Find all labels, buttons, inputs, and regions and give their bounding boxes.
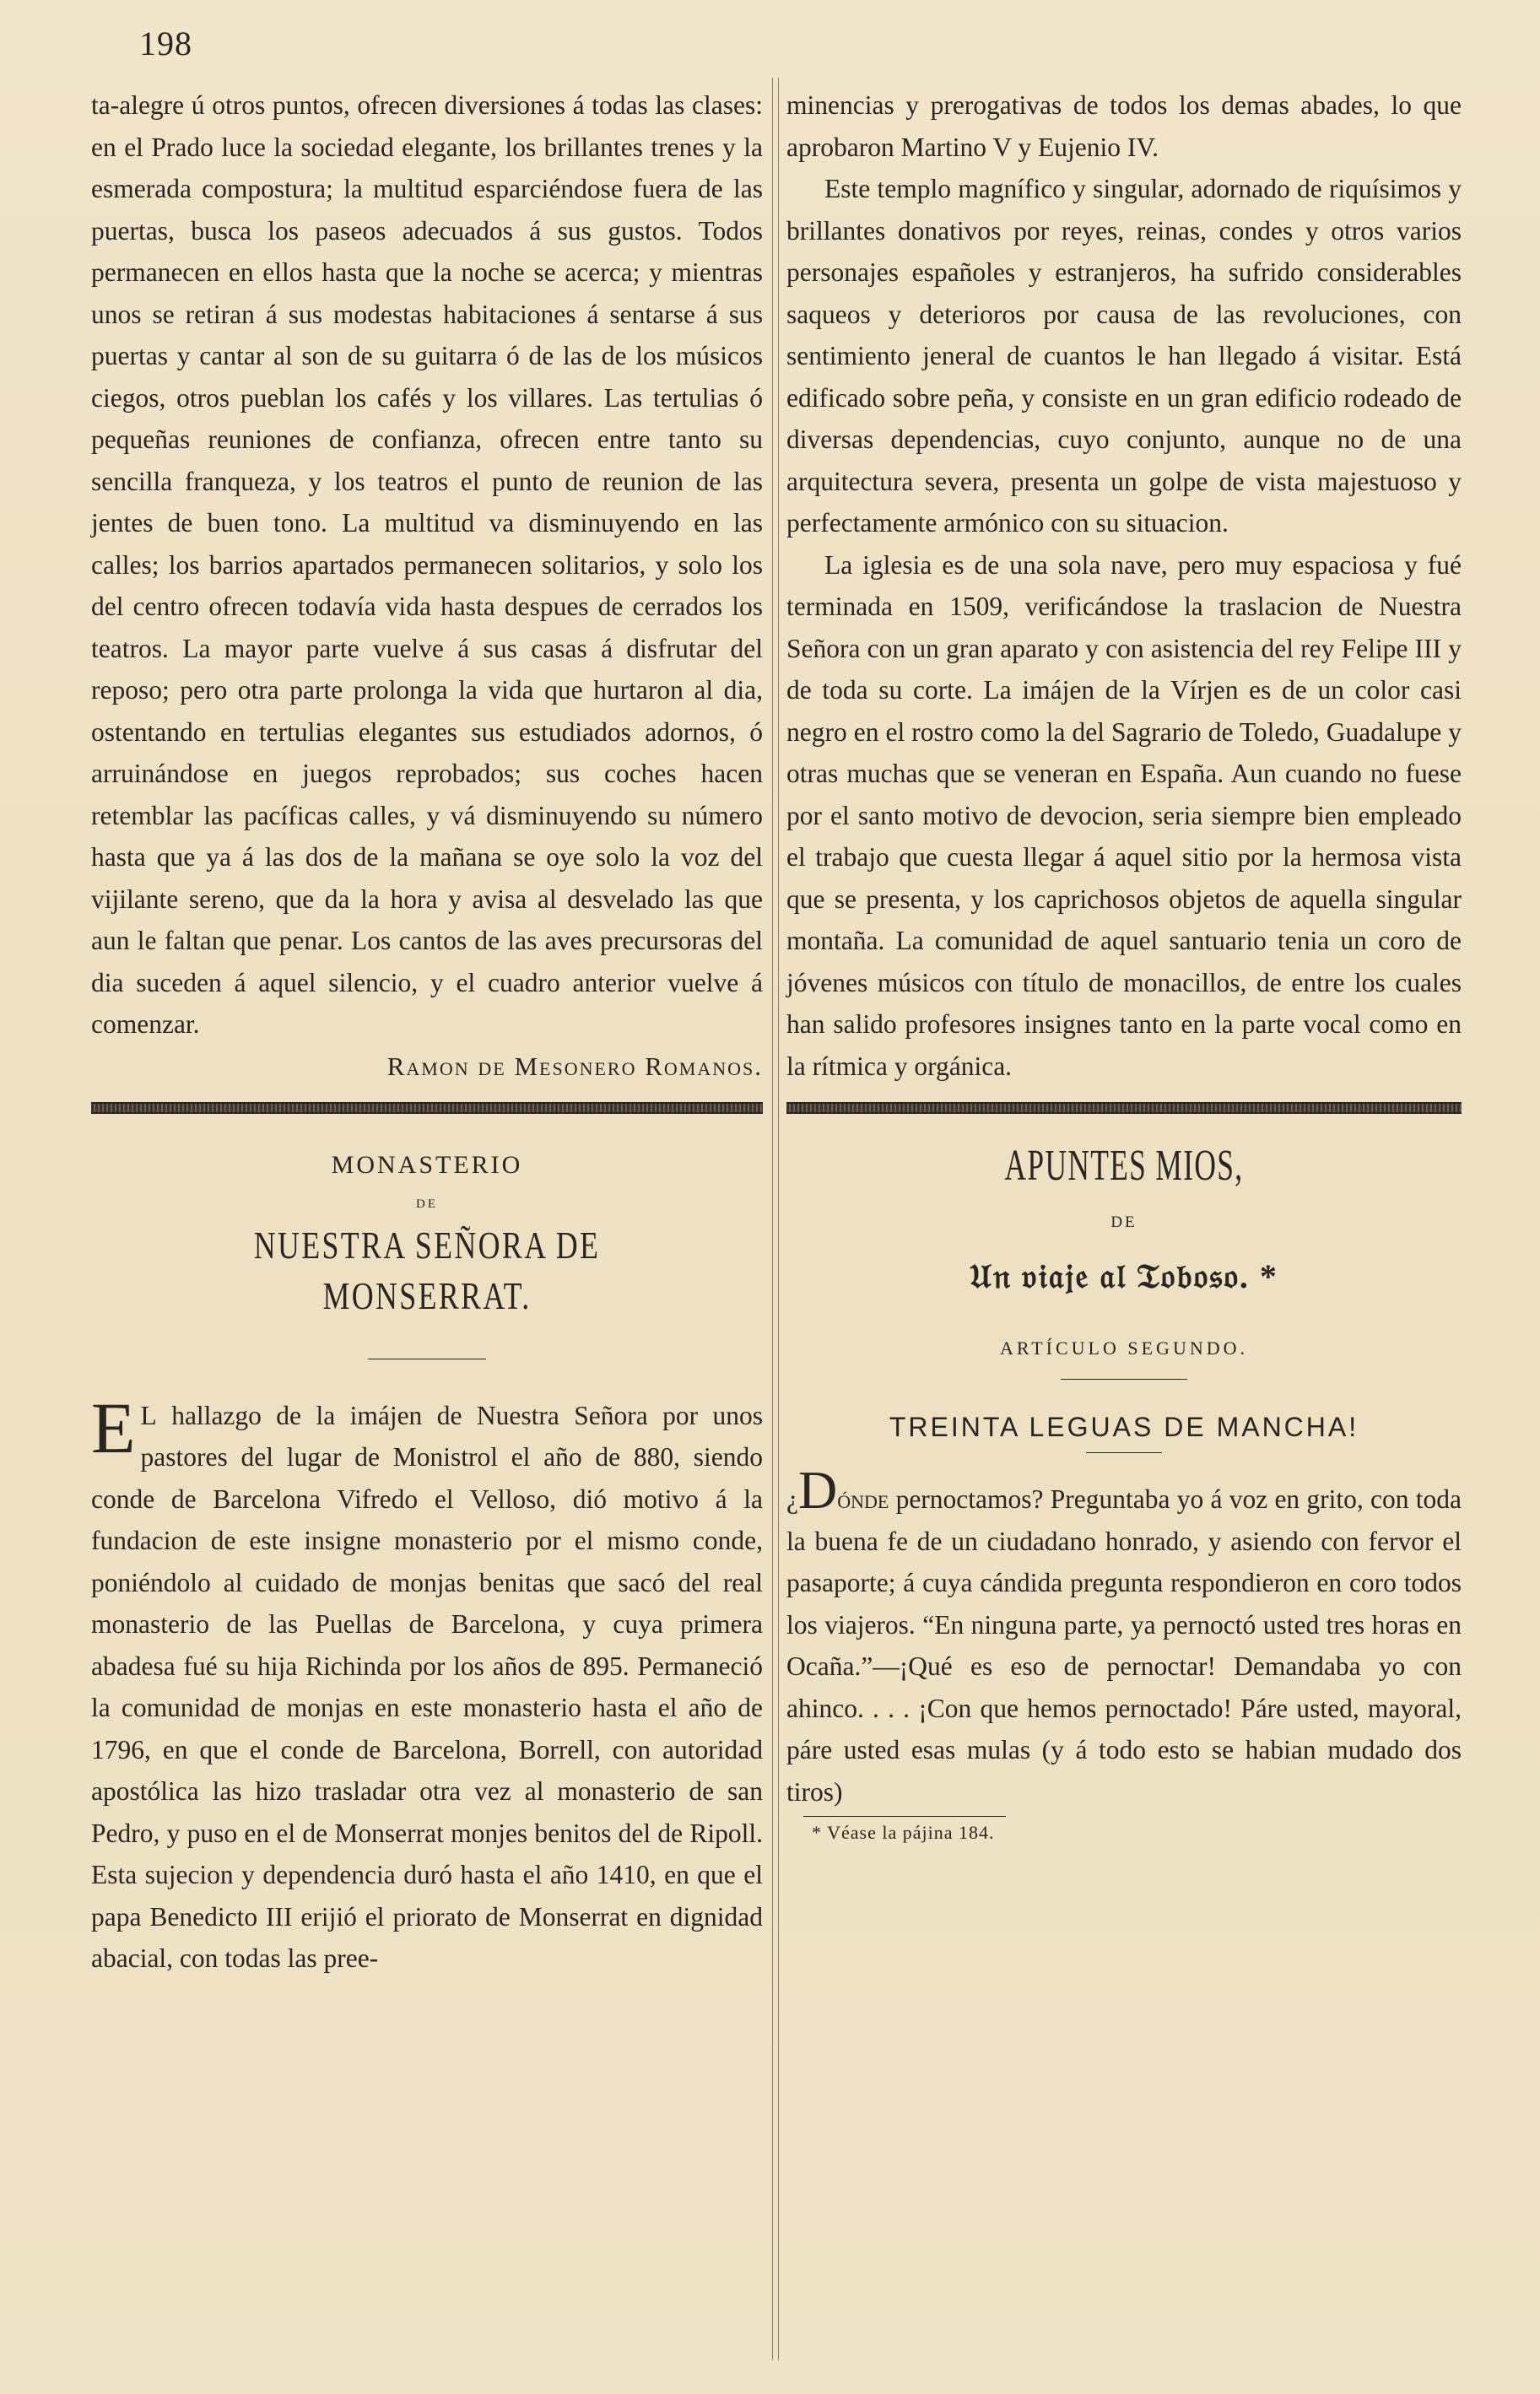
page-number: 198 [139, 24, 192, 62]
article-title-line-2: NUESTRA SEÑORA DE MONSERRAT. [253, 1223, 601, 1317]
article-number: ARTÍCULO SEGUNDO. [999, 1338, 1248, 1359]
section-divider [91, 1102, 763, 1114]
article-title-line-1: APUNTES MIOS, [1004, 1142, 1244, 1190]
subtitle-rule [1086, 1452, 1162, 1453]
right-column [786, 84, 1462, 1845]
article-subtitle: TREINTA LEGUAS DE MANCHA! [889, 1412, 1359, 1442]
article-title-de: DE [416, 1197, 438, 1211]
author-signature: Ramon de Mesonero Romanos. [386, 1051, 763, 1081]
right-paragraph-4 [786, 1460, 1462, 1813]
column-divider [772, 78, 773, 2360]
first-word-rest: ónde [837, 1484, 889, 1514]
right-paragraph-3: La iglesia es de una sola nave, pero muy espaciosa y fué terminada en 1509, verificándose la traslacion de Nuestra Señora con un gran aparato y con asistencia del rey Felipe III y de toda su corte. La imájen de la Vírjen es de un color casi negro en el rostro como la del Sagrario de Toledo, Guadalupe y otras muchas que se veneran en España. Aun cuando no fuese por el santo motivo de devocion, seria siempre bien empleado el trabajo que cuesta llegar á aquel sitio por la hermosa vista que se presenta, y los caprichosos objetos de aquella singular montaña. La comunidad de aquel santuario tenia un coro de jóvenes músicos con título de monacillos, de entre los cuales han salido profesores insignes tanto en la parte vocal como en la rítmica y orgánica. [786, 549, 1462, 1081]
left-paragraph-2-text: hallazgo de la imájen de Nuestra Señora por unos pastores del lugar de Monistrol el año de 880, siendo conde de Barcelona Vifredo el Velloso, dió motivo á la fundacion de este insigne monasterio por el mismo conde, poniéndolo al cuidado de monjas benitas que sacó del real monasterio de las Puellas de Barcelona, y cuya primera abadesa fué su hija Richinda por los años de 895. Permaneció la comunidad de monjas en este monasterio hasta el año de 1796, en que el conde de Barcelona, Borrell, con autoridad apostólica las hizo trasladar otra vez al monasterio de san Pedro, y puso en el de Monserrat monjes benitos del de Ripoll. Esta sujecion y dependencia duró hasta el año 1410, en que el papa Benedicto III erijió el priorato de Monserrat en dignidad abacial, con todas las pree- [91, 1400, 763, 1973]
footnote: * Véase la pájina 184. [812, 1822, 995, 1843]
right-paragraph-1: minencias y prerogativas de todos los demas abades, lo que aprobaron Martino V y Eujenio IV. [786, 90, 1462, 162]
section-divider [786, 1102, 1462, 1114]
left-column [91, 84, 763, 1980]
footnote-rule [803, 1816, 1006, 1817]
column-divider [778, 78, 779, 2360]
inverted-question-mark: ¿ [786, 1484, 798, 1514]
right-paragraph-4-text: pernoctamos? Preguntaba yo á voz en grito, con toda la buena fe de un ciudadano honrado, y asiendo con fervor el pasaporte; á cuya cándida pregunta respondieron en coro todos los viajeros. “En ninguna parte, ya pernoctó usted tres horas en Ocaña.”—¡Qué es eso de pernoctar! Demandaba yo con ahinco. . . . ¡Con que hemos pernoctado! Páre usted, mayoral, páre usted esas mulas (y á todo esto se habian mudado dos tiros) [786, 1484, 1462, 1807]
right-paragraph-2: Este templo magnífico y singular, adornado de riquísimos y brillantes donativos por reyes, reinas, condes y otros varios personajes españoles y estranjeros, ha sufrido considerables saqueos y deterioros por causa de las revoluciones, con sentimiento jeneral de cuantos le han llegado á visitar. Está edificado sobre peña, y consiste en un gran edificio rodeado de diversas dependencias, cuyo conjunto, aunque no de una arquitectura severa, presenta un golpe de vista majestuoso y perfectamente armónico con su situacion. [786, 174, 1462, 538]
dropcap: D [797, 1460, 838, 1520]
left-paragraph-1: ta-alegre ú otros puntos, ofrecen diversiones á todas las clases: en el Prado luce la sociedad elegante, los brillantes trenes y la esmerada compostura; la multitud esparciéndose fuera de las puertas, busca los paseos adecuados á sus gustos. Todos permanecen en ellos hasta que la noche se acerca; y mientras unos se retiran á sus modestas habitaciones á sentarse á sus puertas y cantar al son de su guitarra ó de las de los músicos ciegos, otros pueblan los cafés y los villares. Las tertulias ó pequeñas reuniones de confianza, ofrecen entre tanto su sencilla franqueza, y los teatros el punto de reunion de las jentes de buen tono. La multitud va disminuyendo en las calles; los barrios apartados permanecen solitarios, y solo los del centro ofrecen todavía vida hasta despues de cerrados los teatros. La mayor parte vuelve á sus casas á disfrutar del reposo; pero otra parte prolonga la vida que hurtaron al dia, ostentando en tertulias elegantes sus estudiados adornos, ó arruinándose en juegos reprobados; sus coches hacen retemblar las pacíficas calles, y vá disminuyendo su número hasta que ya á las dos de la mañana se oye solo la voz del vijilante sereno, que da la hora y avisa al desvelado las que aun le faltan que penar. Los cantos de las aves precursoras del dia suceden á aquel silencio, y el cuadro anterior vuelve á comenzar. [91, 90, 763, 1039]
left-paragraph-2 [91, 1386, 763, 1980]
gothic-title: 𝔘𝔫 𝔳𝔦𝔞𝔧𝔢 𝔞𝔩 𝔗𝔬𝔟𝔬𝔰𝔬. * [970, 1257, 1278, 1295]
article-title-de: DE [1110, 1213, 1137, 1231]
first-word-rest: L [140, 1400, 157, 1430]
article-title-line-1: MONASTERIO [331, 1151, 523, 1179]
dropcap: E [91, 1386, 136, 1468]
title-rule [1061, 1379, 1187, 1380]
